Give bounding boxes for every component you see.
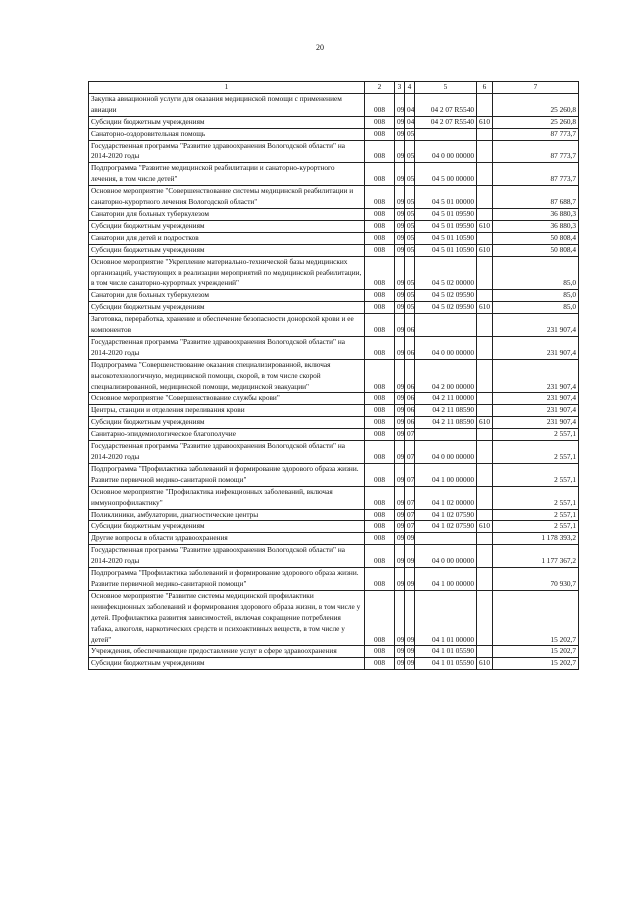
table-row [89,521,579,533]
expense-type-code [477,256,493,290]
row-name: Заготовка, переработка, хранение и обеспечение безопасности донорской крови и ее компонентов [89,314,365,337]
section-code: 09 [395,314,405,337]
section-code: 09 [395,93,405,116]
amount: 1 177 367,2 [493,545,579,568]
table-row [89,314,579,337]
row-name: Санаторно-оздоровительная помощь [89,128,365,140]
table-row [89,290,579,302]
target-article-code: 04 1 01 05590 [415,646,477,658]
table-row [89,393,579,405]
subsection-code: 05 [405,302,415,314]
header-cell: 2 [365,82,395,94]
row-name: Государственная программа "Развитие здравоохранения Вологодской области" на 2014-2020 годы [89,140,365,163]
amount: 87 773,7 [493,128,579,140]
amount: 25 260,8 [493,116,579,128]
amount: 231 907,4 [493,417,579,429]
section-code: 09 [395,545,405,568]
section-code: 09 [395,290,405,302]
expense-type-code [477,509,493,521]
section-code: 09 [395,208,405,220]
row-name: Субсидии бюджетным учреждениям [89,244,365,256]
target-article-code: 04 1 00 00000 [415,463,477,486]
amount: 15 202,7 [493,590,579,646]
row-name: Подпрограмма "Развитие медицинской реабилитации и санаторно-курортного лечения, в том числе детей" [89,163,365,186]
ministry-code: 008 [365,140,395,163]
target-article-code [415,429,477,441]
ministry-code: 008 [365,405,395,417]
subsection-code: 07 [405,463,415,486]
target-article-code: 04 2 00 00000 [415,359,477,393]
target-article-code: 04 5 01 09590 [415,220,477,232]
row-name: Учреждения, обеспечивающие предоставление услуг в сфере здравоохранения [89,646,365,658]
section-code: 09 [395,646,405,658]
amount: 87 773,7 [493,140,579,163]
header-cell: 7 [493,82,579,94]
target-article-code: 04 5 01 10590 [415,244,477,256]
page-number: 20 [316,43,324,52]
expense-type-code: 610 [477,116,493,128]
amount: 231 907,4 [493,336,579,359]
table-row [89,429,579,441]
ministry-code: 008 [365,521,395,533]
amount: 36 880,3 [493,208,579,220]
table-row [89,244,579,256]
ministry-code: 008 [365,186,395,209]
amount: 87 688,7 [493,186,579,209]
subsection-code: 06 [405,393,415,405]
section-code: 09 [395,429,405,441]
expense-type-code [477,208,493,220]
subsection-code: 05 [405,163,415,186]
expense-type-code [477,486,493,509]
target-article-code: 04 1 01 05590 [415,658,477,670]
subsection-code: 05 [405,232,415,244]
amount: 85,0 [493,290,579,302]
row-name: Основное мероприятие "Профилактика инфекционных заболеваний, включая иммунопрофилактику" [89,486,365,509]
target-article-code: 04 5 00 00000 [415,163,477,186]
header-cell: 1 [89,82,365,94]
row-name: Субсидии бюджетным учреждениям [89,116,365,128]
subsection-code: 06 [405,417,415,429]
ministry-code: 008 [365,533,395,545]
section-code: 09 [395,302,405,314]
expense-type-code: 610 [477,521,493,533]
ministry-code: 008 [365,509,395,521]
section-code: 09 [395,359,405,393]
expense-type-code: 610 [477,244,493,256]
table-row [89,658,579,670]
target-article-code [415,314,477,337]
ministry-code: 008 [365,208,395,220]
table-row [89,232,579,244]
target-article-code: 04 1 02 00000 [415,486,477,509]
section-code: 09 [395,128,405,140]
table-row [89,417,579,429]
row-name: Основное мероприятие "Развитие системы медицинской профилактики неинфекционных заболеваний и формирования здорового образа жизни, в том числе у детей. Профилактика развития зависимостей, включая сокращение потребления табака, алкоголя, наркотических средств и психоактивных веществ, в том числе у детей" [89,590,365,646]
subsection-code: 09 [405,646,415,658]
subsection-code: 04 [405,93,415,116]
section-code: 09 [395,417,405,429]
section-code: 09 [395,186,405,209]
expense-type-code [477,140,493,163]
subsection-code: 09 [405,545,415,568]
table-row [89,533,579,545]
amount: 15 202,7 [493,646,579,658]
ministry-code: 008 [365,244,395,256]
target-article-code: 04 2 11 08590 [415,405,477,417]
ministry-code: 008 [365,658,395,670]
amount: 87 773,7 [493,163,579,186]
table-row [89,208,579,220]
expense-type-code [477,128,493,140]
row-name: Субсидии бюджетным учреждениям [89,220,365,232]
ministry-code: 008 [365,256,395,290]
expense-type-code [477,568,493,591]
table-row [89,463,579,486]
row-name: Другие вопросы в области здравоохранения [89,533,365,545]
row-name: Подпрограмма "Профилактика заболеваний и формирование здорового образа жизни. Развитие первичной медико-санитарной помощи" [89,463,365,486]
target-article-code: 04 5 01 00000 [415,186,477,209]
subsection-code: 05 [405,290,415,302]
section-code: 09 [395,232,405,244]
expense-type-code [477,93,493,116]
target-article-code: 04 5 02 00000 [415,256,477,290]
table-header-row [89,82,579,94]
row-name: Подпрограмма "Совершенствование оказания специализированной, включая высокотехнологичную, медицинской помощи, скорой, в том числе скорой специализированной, медицинской помощи, медицинской эвакуации" [89,359,365,393]
ministry-code: 008 [365,336,395,359]
row-name: Закупка авиационной услуги для оказания медицинской помощи с применением авиации [89,93,365,116]
target-article-code: 04 5 02 09590 [415,290,477,302]
subsection-code: 04 [405,116,415,128]
table-row [89,220,579,232]
expense-type-code [477,545,493,568]
table-row [89,568,579,591]
expense-type-code [477,441,493,464]
amount: 25 260,8 [493,93,579,116]
row-name: Государственная программа "Развитие здравоохранения Вологодской области" на 2014-2020 годы [89,545,365,568]
target-article-code [415,128,477,140]
section-code: 09 [395,336,405,359]
expense-type-code [477,314,493,337]
section-code: 09 [395,568,405,591]
row-name: Основное мероприятие "Совершенствование системы медицинской реабилитации и санаторно-курортного лечения Вологодской области" [89,186,365,209]
section-code: 09 [395,509,405,521]
row-name: Государственная программа "Развитие здравоохранения Вологодской области" на 2014-2020 годы [89,441,365,464]
row-name: Государственная программа "Развитие здравоохранения Вологодской области" на 2014-2020 годы [89,336,365,359]
ministry-code: 008 [365,486,395,509]
section-code: 09 [395,256,405,290]
section-code: 09 [395,393,405,405]
expense-type-code [477,463,493,486]
ministry-code: 008 [365,128,395,140]
subsection-code: 06 [405,405,415,417]
amount: 2 557,1 [493,509,579,521]
section-code: 09 [395,658,405,670]
budget-table [88,81,579,670]
row-name: Центры, станции и отделения переливания крови [89,405,365,417]
row-name: Субсидии бюджетным учреждениям [89,658,365,670]
target-article-code: 04 1 02 07590 [415,521,477,533]
expense-type-code [477,290,493,302]
subsection-code: 07 [405,441,415,464]
expense-type-code [477,393,493,405]
row-name: Основное мероприятие "Совершенствование службы крови" [89,393,365,405]
section-code: 09 [395,405,405,417]
subsection-code: 05 [405,208,415,220]
section-code: 09 [395,244,405,256]
ministry-code: 008 [365,314,395,337]
section-code: 09 [395,163,405,186]
expense-type-code [477,186,493,209]
target-article-code: 04 2 07 R5540 [415,116,477,128]
expense-type-code: 610 [477,658,493,670]
ministry-code: 008 [365,359,395,393]
ministry-code: 008 [365,417,395,429]
subsection-code: 05 [405,256,415,290]
target-article-code: 04 5 02 09590 [415,302,477,314]
target-article-code: 04 2 11 00000 [415,393,477,405]
subsection-code: 09 [405,533,415,545]
ministry-code: 008 [365,163,395,186]
section-code: 09 [395,590,405,646]
expense-type-code [477,405,493,417]
amount: 70 930,7 [493,568,579,591]
row-name: Субсидии бюджетным учреждениям [89,521,365,533]
subsection-code: 09 [405,658,415,670]
row-name: Субсидии бюджетным учреждениям [89,302,365,314]
target-article-code: 04 0 00 00000 [415,441,477,464]
header-cell: 5 [415,82,477,94]
table-row [89,116,579,128]
table-row [89,405,579,417]
expense-type-code [477,163,493,186]
section-code: 09 [395,486,405,509]
table-row [89,302,579,314]
ministry-code: 008 [365,232,395,244]
section-code: 09 [395,521,405,533]
target-article-code: 04 0 00 00000 [415,336,477,359]
row-name: Основное мероприятие "Укрепление материально-технической базы медицинских организаций, участвующих в реализации мероприятий по медицинской реабилитации, в том числе санаторно-курортных учреждений" [89,256,365,290]
target-article-code: 04 5 01 09590 [415,208,477,220]
row-name: Поликлиники, амбулатории, диагностические центры [89,509,365,521]
table-row [89,359,579,393]
target-article-code [415,533,477,545]
section-code: 09 [395,116,405,128]
amount: 50 808,4 [493,232,579,244]
ministry-code: 008 [365,429,395,441]
amount: 85,0 [493,256,579,290]
expense-type-code [477,533,493,545]
expense-type-code: 610 [477,417,493,429]
amount: 50 808,4 [493,244,579,256]
section-code: 09 [395,220,405,232]
table-row [89,646,579,658]
ministry-code: 008 [365,93,395,116]
amount: 2 557,1 [493,463,579,486]
target-article-code: 04 5 01 10590 [415,232,477,244]
amount: 2 557,1 [493,441,579,464]
amount: 36 880,3 [493,220,579,232]
header-cell: 4 [405,82,415,94]
subsection-code: 05 [405,128,415,140]
ministry-code: 008 [365,590,395,646]
expense-type-code [477,232,493,244]
amount: 231 907,4 [493,314,579,337]
expense-type-code [477,646,493,658]
expense-type-code: 610 [477,220,493,232]
table-row [89,128,579,140]
section-code: 09 [395,140,405,163]
header-cell: 6 [477,82,493,94]
subsection-code: 05 [405,140,415,163]
expense-type-code [477,429,493,441]
amount: 2 557,1 [493,486,579,509]
ministry-code: 008 [365,646,395,658]
row-name: Санатории для больных туберкулезом [89,208,365,220]
table-row [89,256,579,290]
table-row [89,486,579,509]
target-article-code: 04 0 00 00000 [415,545,477,568]
target-article-code: 04 1 00 00000 [415,568,477,591]
expense-type-code: 610 [477,302,493,314]
table-row [89,163,579,186]
table-row [89,336,579,359]
ministry-code: 008 [365,302,395,314]
row-name: Санатории для больных туберкулезом [89,290,365,302]
subsection-code: 07 [405,509,415,521]
subsection-code: 07 [405,521,415,533]
row-name: Подпрограмма "Профилактика заболеваний и формирование здорового образа жизни. Развитие первичной медико-санитарной помощи" [89,568,365,591]
target-article-code: 04 1 02 07590 [415,509,477,521]
amount: 85,0 [493,302,579,314]
table-row [89,93,579,116]
subsection-code: 06 [405,314,415,337]
subsection-code: 05 [405,244,415,256]
subsection-code: 05 [405,220,415,232]
expense-type-code [477,359,493,393]
section-code: 09 [395,441,405,464]
ministry-code: 008 [365,568,395,591]
table-row [89,545,579,568]
table-row [89,590,579,646]
subsection-code: 07 [405,486,415,509]
table-row [89,140,579,163]
subsection-code: 05 [405,186,415,209]
target-article-code: 04 2 07 R5540 [415,93,477,116]
target-article-code: 04 2 11 08590 [415,417,477,429]
target-article-code: 04 1 01 00000 [415,590,477,646]
table-row [89,441,579,464]
ministry-code: 008 [365,220,395,232]
header-cell: 3 [395,82,405,94]
amount: 1 178 393,2 [493,533,579,545]
table-row [89,186,579,209]
ministry-code: 008 [365,290,395,302]
expense-type-code [477,590,493,646]
ministry-code: 008 [365,545,395,568]
table-row [89,509,579,521]
subsection-code: 06 [405,336,415,359]
subsection-code: 06 [405,359,415,393]
row-name: Санитарно-эпидемиологическое благополучие [89,429,365,441]
amount: 2 557,1 [493,429,579,441]
amount: 231 907,4 [493,359,579,393]
ministry-code: 008 [365,441,395,464]
amount: 15 202,7 [493,658,579,670]
amount: 231 907,4 [493,405,579,417]
section-code: 09 [395,463,405,486]
amount: 2 557,1 [493,521,579,533]
subsection-code: 09 [405,568,415,591]
ministry-code: 008 [365,116,395,128]
subsection-code: 09 [405,590,415,646]
target-article-code: 04 0 00 00000 [415,140,477,163]
expense-type-code [477,336,493,359]
subsection-code: 07 [405,429,415,441]
ministry-code: 008 [365,393,395,405]
row-name: Санатории для детей и подростков [89,232,365,244]
ministry-code: 008 [365,463,395,486]
amount: 231 907,4 [493,393,579,405]
section-code: 09 [395,533,405,545]
row-name: Субсидии бюджетным учреждениям [89,417,365,429]
